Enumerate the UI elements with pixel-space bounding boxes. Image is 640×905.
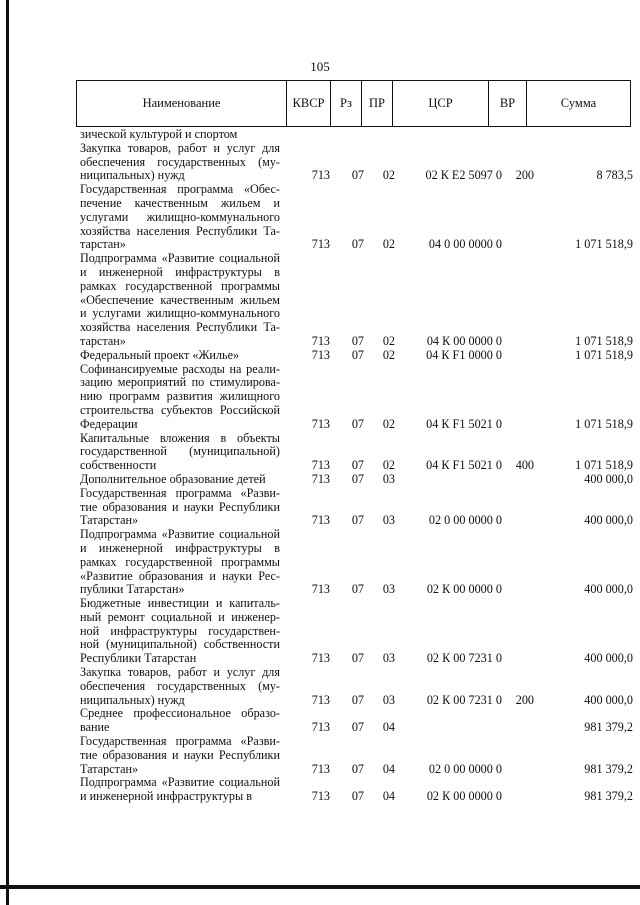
row-pr: 02 — [382, 237, 395, 252]
row-rz: 07 — [351, 471, 364, 486]
row-sum: 1 071 518,9 — [575, 333, 633, 348]
header-sum: Сумма — [560, 96, 597, 110]
row-rz: 07 — [351, 513, 364, 528]
row-pr: 03 — [382, 692, 395, 707]
row-csr: 04 К 00 0000 0 — [426, 333, 502, 348]
row-sum: 400 000,0 — [584, 692, 633, 707]
row-sum: 400 000,0 — [584, 471, 633, 486]
page-number: 105 — [310, 59, 330, 74]
row-name: Софинансируемые расходы на реали-зацию мероприятий по стимулирова-нию программ развития жилищного строительства субъектов Российской Федерации — [80, 361, 280, 431]
row-pr: 04 — [382, 761, 395, 776]
row-csr: 02 К 00 7231 0 — [426, 692, 502, 707]
row-name: Среднее профессиональное образо-вание — [80, 706, 280, 735]
row-csr: 04 К F1 0000 0 — [426, 347, 502, 362]
row-pr: 04 — [382, 789, 395, 804]
header-csr: ЦСР — [393, 81, 489, 126]
row-name: Подпрограмма «Развитие социальной и инженерной инфраструктуры в рамках государственной программы «Развитие образования и науки Рес-публики Татарстан» — [80, 527, 280, 597]
row-sum: 400 000,0 — [584, 582, 633, 597]
row-csr: 02 К 00 7231 0 — [426, 651, 502, 666]
row-rz: 07 — [351, 692, 364, 707]
row-sum: 1 071 518,9 — [575, 416, 633, 431]
row-pr: 02 — [382, 458, 395, 473]
row-pr: 02 — [382, 333, 395, 348]
row-name: Федеральный проект «Жилье» — [80, 347, 240, 362]
row-kvsr: 713 — [311, 720, 330, 735]
row-rz: 07 — [351, 761, 364, 776]
row-rz: 07 — [351, 582, 364, 597]
table-row — [80, 473, 633, 487]
table-row — [80, 349, 633, 363]
row-pr: 03 — [382, 471, 395, 486]
row-rz: 07 — [351, 789, 364, 804]
row-vr: 200 — [515, 168, 534, 183]
row-name: Государственная программа «Разви-тие образования и науки Республики Татарстан» — [80, 734, 280, 776]
row-pr: 03 — [382, 582, 395, 597]
row-kvsr: 713 — [311, 471, 330, 486]
table-row — [80, 142, 633, 183]
row-kvsr: 713 — [311, 692, 330, 707]
row-vr: 200 — [515, 692, 534, 707]
row-pr: 02 — [382, 347, 395, 362]
table-row — [80, 735, 633, 776]
row-pr: 04 — [382, 720, 395, 735]
row-sum: 400 000,0 — [584, 513, 633, 528]
table-row — [80, 528, 633, 597]
row-pr: 02 — [382, 416, 395, 431]
row-rz: 07 — [351, 458, 364, 473]
table-row — [80, 707, 633, 735]
row-pr: 03 — [382, 513, 395, 528]
row-rz: 07 — [351, 168, 364, 183]
row-name: Капитальные вложения в объекты государственной (муниципальной) собственности — [80, 430, 280, 473]
row-kvsr: 713 — [311, 237, 330, 252]
table-row — [80, 487, 633, 528]
row-name: Государственная программа «Разви-тие образования и науки Республики Татарстан» — [80, 485, 280, 528]
row-pr: 02 — [382, 168, 395, 183]
row-sum: 981 379,2 — [584, 761, 633, 776]
row-kvsr: 713 — [311, 582, 330, 597]
table-row — [80, 183, 633, 252]
header-name: Наименование — [77, 81, 287, 126]
row-name: Закупка товаров, работ и услуг для обеспечения государственных (му-ниципальных) нужд — [80, 665, 280, 707]
row-rz: 07 — [351, 347, 364, 362]
table-row — [80, 597, 633, 666]
row-rz: 07 — [351, 237, 364, 252]
row-csr: 02 0 00 0000 0 — [428, 513, 502, 528]
header-kvsr: КВСР — [287, 81, 331, 126]
row-kvsr: 713 — [311, 347, 330, 362]
table-row — [80, 363, 633, 432]
row-kvsr: 713 — [311, 168, 330, 183]
table-row — [80, 432, 633, 473]
table-row — [80, 666, 633, 707]
row-name: Дополнительное образование детей — [80, 471, 266, 486]
row-csr: 04 К F1 5021 0 — [426, 458, 502, 473]
row-csr: 02 0 00 0000 0 — [428, 761, 502, 776]
row-csr: 04 0 00 0000 0 — [428, 237, 502, 252]
row-csr: 04 К F1 5021 0 — [426, 416, 502, 431]
row-name: зической культурой и спортом — [80, 127, 238, 141]
row-name: Подпрограмма «Развитие социальной и инженерной инфраструктуры в рамках государственной программы «Обеспечение качественным жильем и услугами жилищно-коммунального хозяйства населения Республики Та-тарстан» — [80, 251, 280, 348]
row-sum: 400 000,0 — [584, 651, 633, 666]
row-sum: 981 379,2 — [584, 720, 633, 735]
row-kvsr: 713 — [311, 761, 330, 776]
row-name: Государственная программа «Обес-печение качественным жильем и услугами жилищно-коммунального хозяйства населения Республики Та-тарстан» — [80, 182, 280, 252]
row-csr: 02 К 00 0000 0 — [426, 582, 502, 597]
row-name: Закупка товаров, работ и услуг для обеспечения государственных (му-ниципальных) нужд — [80, 140, 280, 183]
row-kvsr: 713 — [311, 513, 330, 528]
row-sum: 1 071 518,9 — [575, 347, 633, 362]
table-row — [80, 252, 633, 349]
row-vr: 400 — [515, 458, 534, 473]
row-csr: 02 К 00 0000 0 — [426, 789, 502, 804]
row-kvsr: 713 — [311, 458, 330, 473]
page-frame-left-border — [6, 0, 9, 905]
row-name: Подпрограмма «Развитие социальной и инженерной инфраструктуры в — [80, 775, 280, 804]
row-sum: 1 071 518,9 — [575, 458, 633, 473]
header-pr: ПР — [362, 81, 393, 126]
table-row — [80, 776, 633, 804]
row-pr: 03 — [382, 651, 395, 666]
row-sum: 981 379,2 — [584, 789, 633, 804]
table-body — [80, 128, 633, 804]
row-kvsr: 713 — [311, 333, 330, 348]
row-csr: 02 К Е2 5097 0 — [425, 168, 502, 183]
row-kvsr: 713 — [311, 416, 330, 431]
row-rz: 07 — [351, 333, 364, 348]
table-row — [80, 128, 633, 142]
page-frame-bottom-border — [0, 885, 640, 889]
row-rz: 07 — [351, 720, 364, 735]
table-header — [76, 80, 631, 127]
row-rz: 07 — [351, 416, 364, 431]
header-vr: ВР — [489, 81, 527, 126]
row-kvsr: 713 — [311, 651, 330, 666]
header-rz: Рз — [331, 81, 362, 126]
row-kvsr: 713 — [311, 789, 330, 804]
row-name: Бюджетные инвестиции и капиталь-ный ремонт социальной и инженер-ной инфраструктуры государствен-ной (муниципальной) собственности Республики Татарстан — [80, 596, 280, 666]
row-sum: 8 783,5 — [596, 168, 633, 183]
row-rz: 07 — [351, 651, 364, 666]
row-sum: 1 071 518,9 — [575, 237, 633, 252]
